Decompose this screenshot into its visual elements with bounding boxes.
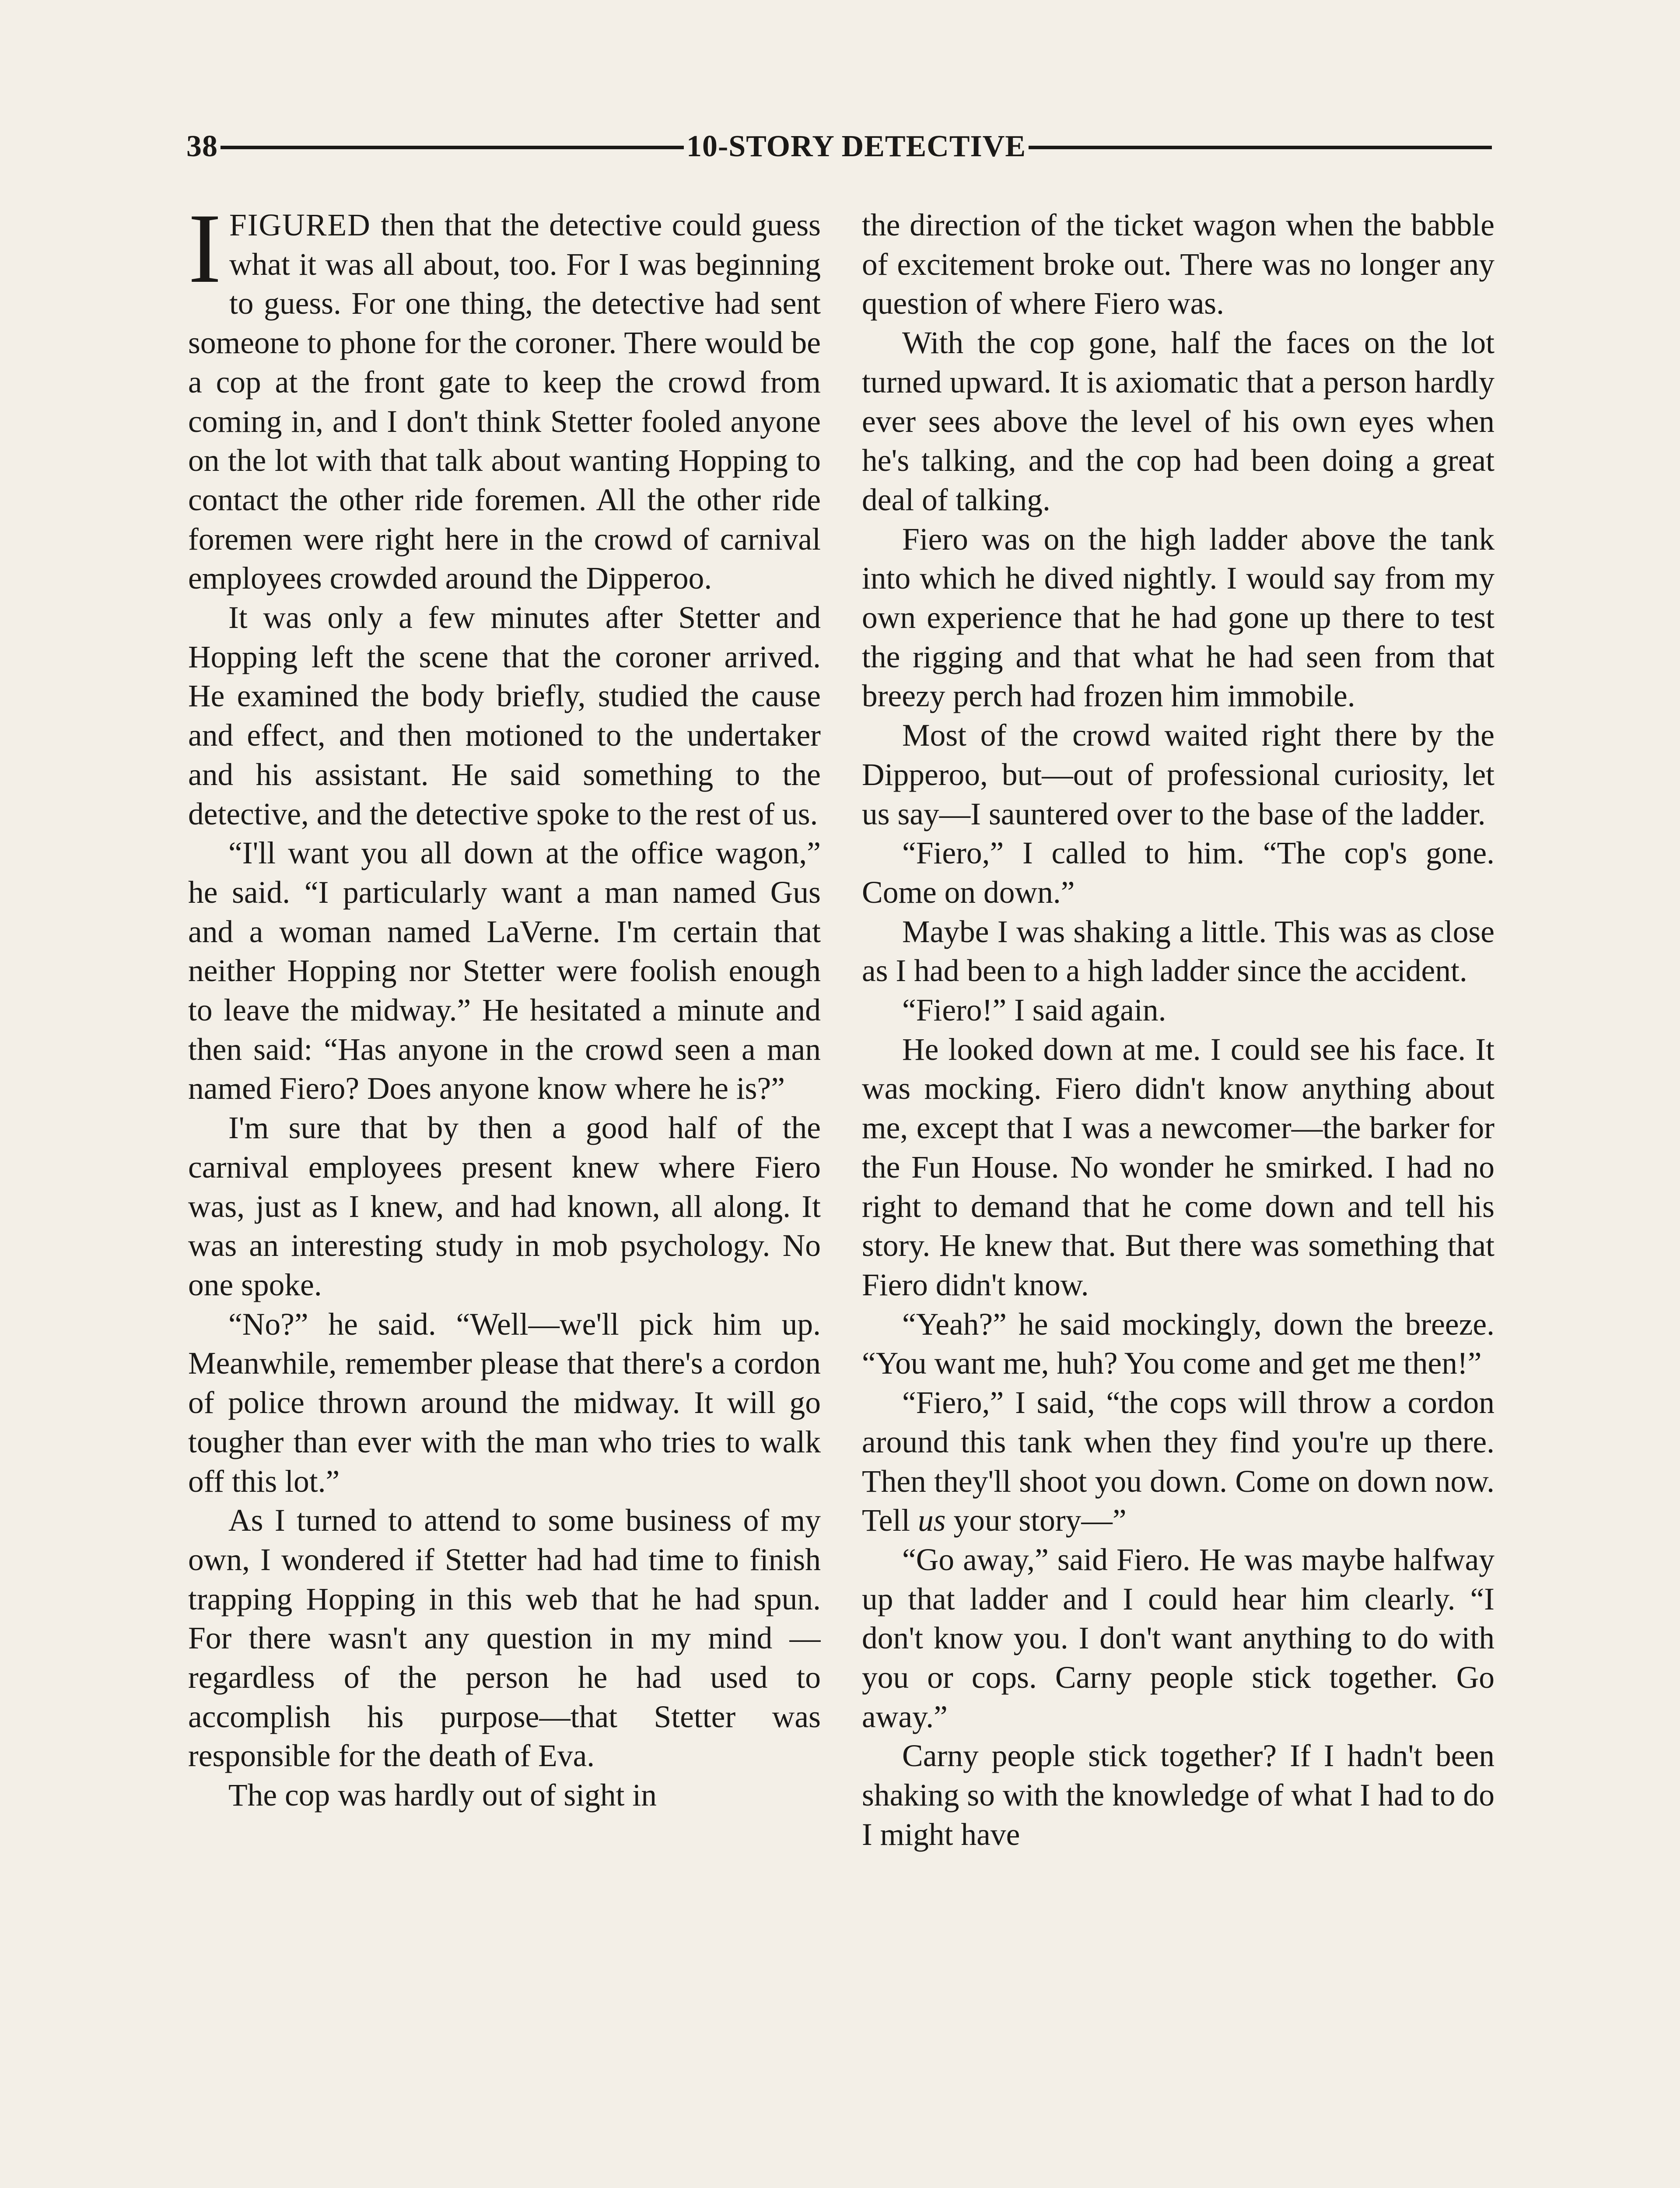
- left-column: [188, 206, 821, 2188]
- paragraph: “No?” he said. “Well—we'll pick him up. Meanwhile, remember please that there's a cordon of police thrown around the midway. It will go tougher than ever with the man who tries to walk off this lot.”: [188, 1307, 821, 1499]
- paragraph: With the cop gone, half the faces on the lot turned upward. It is axiomatic that a person hardly ever sees above the level of his own eyes when he's talking, and the cop had been doing a great deal of talking.: [862, 326, 1494, 517]
- paragraph: Maybe I was shaking a little. This was as close as I had been to a high ladder since the accident.: [862, 914, 1494, 989]
- paragraph: “Go away,” said Fiero. He was maybe halfway up that ladder and I could hear him clearly. “I don't know you. I don't want anything to do with you or cops. Carny people stick together. Go away.”: [862, 1542, 1494, 1734]
- paragraph: The cop was hardly out of sight in: [228, 1778, 657, 1813]
- paragraph: [862, 1383, 1494, 1540]
- header-rule-left: [220, 146, 684, 149]
- continued-paragraph: the direction of the ticket wagon when the babble of excitement broke out. There was no longer any question of where Fiero was.: [862, 208, 1494, 321]
- cordon-text-before: “Fiero,” I said, “the cops will throw a cordon around this tank when they find you're up there. Then they'll shoot you down. Come on down now. Tell: [862, 1385, 1494, 1538]
- paragraph: “Yeah?” he said mockingly, down the breeze. “You want me, huh? You come and get me then!”: [862, 1307, 1494, 1381]
- opening-caps: FIGURED: [229, 208, 371, 242]
- opening-paragraph: [188, 206, 821, 598]
- paragraph: I'm sure that by then a good half of the carnival employees present knew where Fiero was, just as I knew, and had known, all along. It was an interesting study in mob psychology. No one spoke.: [188, 1111, 821, 1302]
- paragraph: “Fiero!” I said again.: [902, 993, 1166, 1028]
- magazine-title: 10-STORY DETECTIVE: [686, 130, 1026, 163]
- paragraph: “Fiero,” I called to him. “The cop's gone. Come on down.”: [862, 836, 1494, 910]
- paragraph: It was only a few minutes after Stetter and Hopping left the scene that the coroner arrived. He examined the body briefly, studied the cause and effect, and then motioned to the undertaker and his assistant. He said something to the detective, and the detective spoke to the rest of us.: [188, 600, 821, 831]
- opening-text: then that the detective could guess what it was all about, too. For I was beginning to guess. For one thing, the detective had sent someone to phone for the coroner. There would be a cop at the front gate to keep the crowd from coming in, and I don't think Stetter fooled anyone on the lot with that talk about wanting Hopping to contact the other ride foremen. All the other ride foremen were right here in the crowd of carnival employees crowded around the Dipperoo.: [188, 208, 821, 596]
- paragraph: Carny people stick together? If I hadn't been shaking so with the knowledge of what I had to do I might have: [862, 1739, 1494, 1852]
- paragraph: Most of the crowd waited right there by the Dipperoo, but—out of professional curiosity, let us say—I sauntered over to the base of the ladder.: [862, 718, 1494, 831]
- paragraph: As I turned to attend to some business of my own, I wondered if Stetter had had time to finish trapping Hopping in this web that he had spun. For there wasn't any question in my mind —regardless of the person he had used to accomplish his purpose—that Stetter was responsible for the death of Eva.: [188, 1503, 821, 1774]
- drop-cap: I: [188, 206, 221, 304]
- cordon-text-after: your story—”: [945, 1503, 1127, 1538]
- page-number: 38: [186, 130, 218, 163]
- right-column: [862, 206, 1494, 2188]
- paragraph: He looked down at me. I could see his face. It was mocking. Fiero didn't know anything about me, except that I was a newcomer—the barker for the Fun House. No wonder he smirked. I had no right to demand that he come down and tell his story. He knew that. But there was something that Fiero didn't know.: [862, 1032, 1494, 1302]
- emphasis-us: us: [918, 1503, 946, 1538]
- paragraph: “I'll want you all down at the office wagon,” he said. “I particularly want a man named Gus and a woman named LaVerne. I'm certain that neither Hopping nor Stetter were foolish enough to leave the midway.” He hesitated a minute and then said: “Has anyone in the crowd seen a man named Fiero? Does anyone know where he is?”: [188, 836, 821, 1106]
- running-header: [186, 127, 1494, 166]
- paragraph: Fiero was on the high ladder above the tank into which he dived nightly. I would say from my own experience that he had gone up there to test the rigging and that what he had seen from that breezy perch had frozen him immobile.: [862, 522, 1494, 714]
- header-rule-right: [1029, 146, 1492, 149]
